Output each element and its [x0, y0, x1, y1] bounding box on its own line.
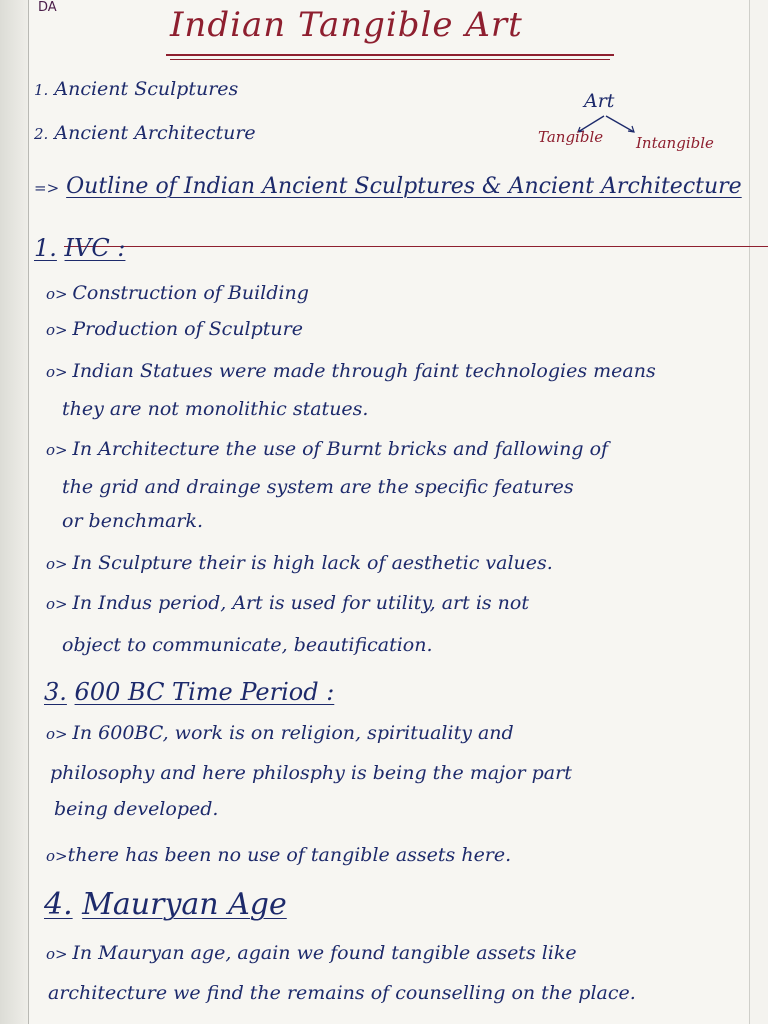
section-1-line-1: o> Construction of Building [46, 282, 309, 304]
section-1-line-10: object to communicate, beautification. [62, 634, 433, 656]
section-1-line-5: o> In Architecture the use of Burnt bricks and fallowing of [46, 438, 609, 460]
section-1-line-7: or benchmark. [62, 510, 204, 532]
section-1-line-6: the grid and drainge system are the specific features [62, 476, 574, 498]
outline-underline [64, 246, 768, 247]
intro-item-1: 1. Ancient Sculptures [34, 78, 239, 100]
section-3-line-4: o>there has been no use of tangible assets here. [46, 844, 512, 866]
intro-item-2: 2. Ancient Architecture [34, 122, 256, 144]
section-4-heading: 4. Mauryan Age [44, 887, 287, 922]
section-1-line-4: they are not monolithic statues. [62, 398, 369, 420]
section-1-heading: 1. IVC : [34, 234, 126, 262]
section-1-line-3: o> Indian Statues were made through faint technologies means [46, 360, 656, 382]
outline-heading: => Outline of Indian Ancient Sculptures & Ancient Architecture [34, 174, 742, 199]
section-3-line-1: o> In 600BC, work is on religion, spirituality and [46, 722, 514, 744]
section-4-line-1: o> In Mauryan age, again we found tangible assets like [46, 942, 577, 964]
section-3-line-3: being developed. [54, 798, 219, 820]
section-1-line-9: o> In Indus period, Art is used for utility, art is not [46, 592, 529, 614]
section-1-line-2: o> Production of Sculpture [46, 318, 303, 340]
section-4-line-2: architecture we find the remains of counselling on the place. [48, 982, 636, 1004]
section-3-line-2: philosophy and here philosphy is being the major part [50, 762, 572, 784]
corner-mark: DA [38, 0, 57, 15]
diagram-root: Art [584, 90, 615, 112]
section-3-heading: 3. 600 BC Time Period : [44, 678, 335, 706]
page-title: Indian Tangible Art [170, 5, 523, 45]
section-1-line-8: o> In Sculpture their is high lack of aesthetic values. [46, 552, 553, 574]
diagram-right: Intangible [636, 134, 714, 152]
diagram-left: Tangible [538, 128, 604, 146]
